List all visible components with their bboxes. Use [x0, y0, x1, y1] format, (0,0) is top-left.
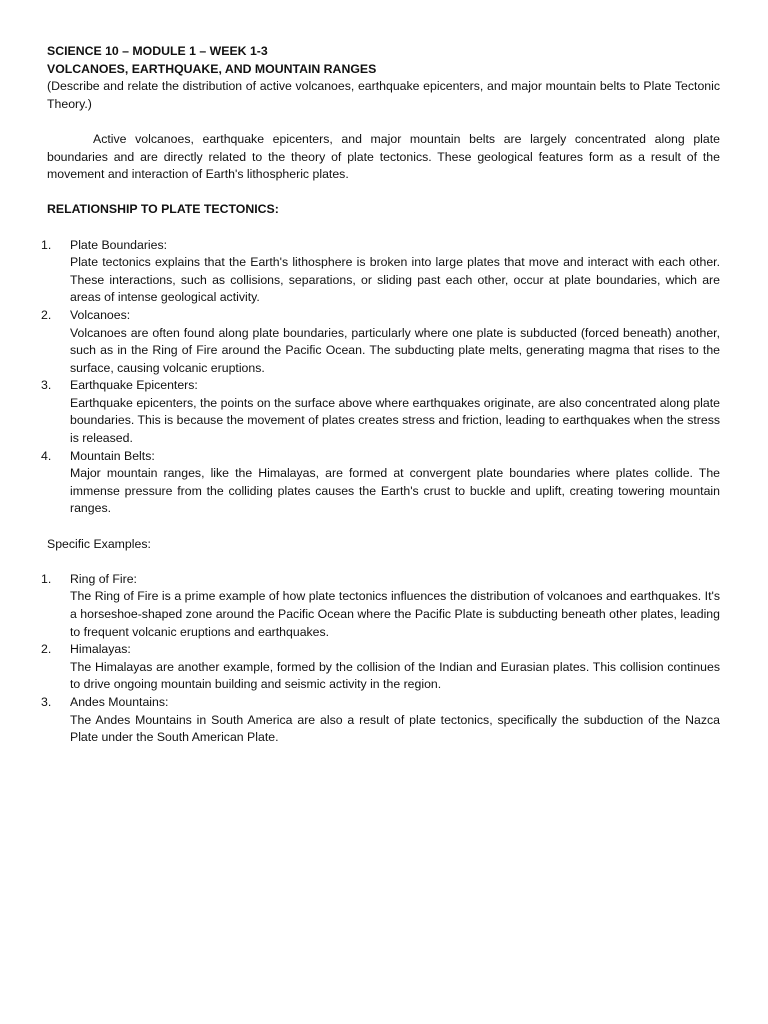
document-title: SCIENCE 10 – MODULE 1 – WEEK 1-3	[47, 44, 268, 58]
objective-note: (Describe and relate the distribution of active volcanoes, earthquake epicenters, and major mountain belts to Plate Tectonic Theory.)	[47, 79, 720, 111]
list-item-number: 2.	[41, 642, 52, 657]
list-item-body: Volcanoes are often found along plate boundaries, particularly where one plate is subducted (forced beneath) another, such as in the Ring of Fire around the Pacific Ocean. The subducting plate melts, generating magma that rises to the surface, causing volcanic eruptions.	[70, 325, 720, 375]
relationship-heading: RELATIONSHIP TO PLATE TECTONICS:	[47, 202, 279, 217]
list-item	[41, 641, 720, 694]
list-item-number: 3.	[41, 694, 52, 709]
document-content	[41, 43, 720, 747]
examples-list	[41, 571, 720, 747]
list-item-title: Ring of Fire:	[70, 571, 137, 586]
list-item-title: Andes Mountains:	[70, 694, 169, 709]
list-item-number: 4.	[41, 448, 52, 463]
document-subtitle: VOLCANOES, EARTHQUAKE, AND MOUNTAIN RANGES	[47, 61, 377, 76]
list-item	[41, 237, 720, 307]
relationship-list	[41, 237, 720, 519]
list-item	[41, 307, 720, 377]
list-item-body: The Himalayas are another example, formed by the collision of the Indian and Eurasian plates. This collision continues to drive ongoing mountain building and seismic activity in the region.	[70, 659, 720, 692]
list-item	[41, 571, 720, 641]
list-item	[41, 377, 720, 447]
list-item-number: 1.	[41, 571, 52, 586]
list-item-title: Mountain Belts:	[70, 448, 155, 463]
list-item-body: The Ring of Fire is a prime example of how plate tectonics influences the distribution of volcanoes and earthquakes. It's a horseshoe-shaped zone around the Pacific Ocean where the Pacific Plate is subducting beneath other plates, leading to frequent volcanic eruptions and earthquakes.	[70, 589, 720, 639]
list-item-title: Himalayas:	[70, 642, 131, 657]
list-item-body: Major mountain ranges, like the Himalayas, are formed at convergent plate boundaries where plates collide. The immense pressure from the colliding plates causes the Earth's crust to buckle and uplift, creating towering mountain ranges.	[70, 466, 720, 516]
list-item-number: 3.	[41, 378, 52, 393]
list-item-number: 2.	[41, 307, 52, 322]
list-item-number: 1.	[41, 237, 52, 252]
list-item-body: The Andes Mountains in South America are also a result of plate tectonics, specifically the subduction of the Nazca Plate under the South American Plate.	[70, 712, 720, 745]
list-item-body: Plate tectonics explains that the Earth's lithosphere is broken into large plates that move and interact with each other. These interactions, such as collisions, separations, or sliding past each other, occur at plate boundaries, which are areas of intense geological activity.	[70, 255, 720, 305]
examples-heading: Specific Examples:	[47, 536, 151, 551]
intro-paragraph: Active volcanoes, earthquake epicenters, and major mountain belts are largely concentrated along plate boundaries and are directly related to the theory of plate tectonics. These geological features form as a result of the movement and interaction of Earth's lithospheric plates.	[47, 131, 720, 182]
list-item	[41, 694, 720, 747]
list-item-title: Plate Boundaries:	[70, 237, 168, 252]
list-item	[41, 448, 720, 518]
list-item-title: Earthquake Epicenters:	[70, 378, 198, 393]
list-item-body: Earthquake epicenters, the points on the surface above where earthquakes originate, are also concentrated along plate boundaries. This is because the movement of plates creates stress and friction, leading to earthquakes when the stress is released.	[70, 395, 720, 446]
list-item-title: Volcanoes:	[70, 307, 131, 322]
